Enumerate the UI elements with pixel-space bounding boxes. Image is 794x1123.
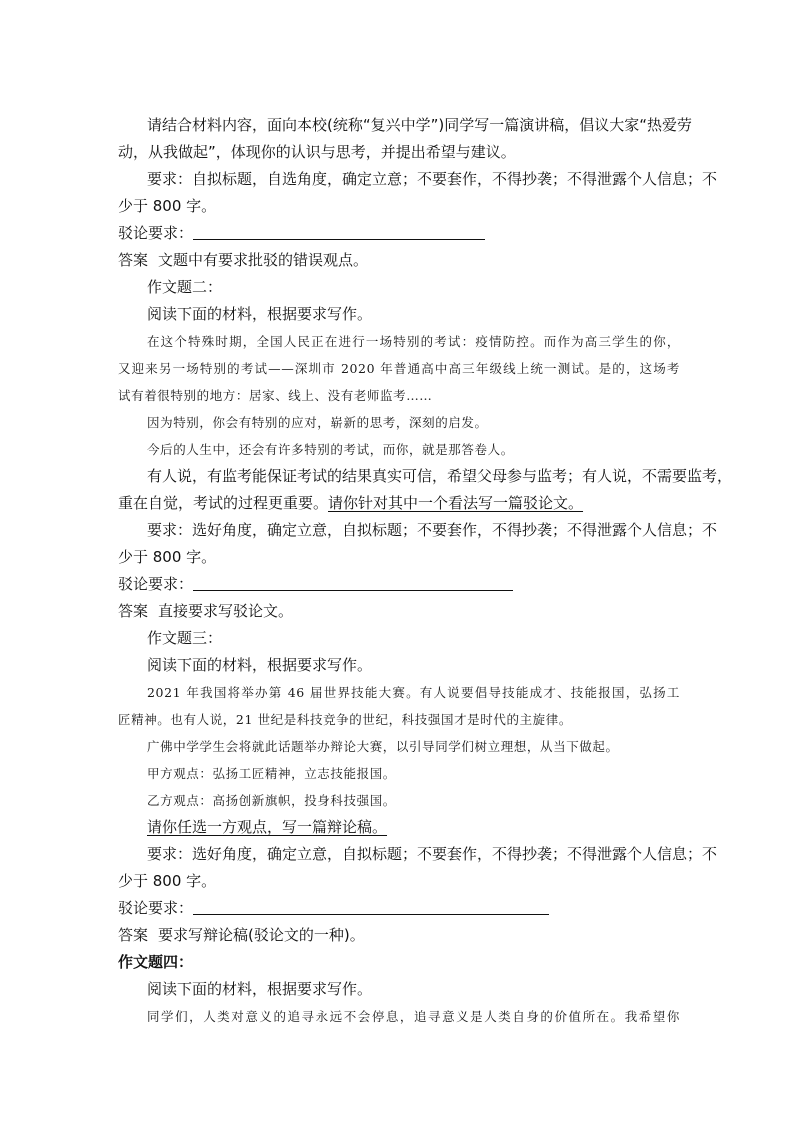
answer-blank[interactable] <box>193 898 549 915</box>
rebuttal-label: 驳论要求： <box>118 575 194 593</box>
requirements-line-continued: 少于 800 字。 <box>118 548 217 566</box>
answer-blank[interactable] <box>193 223 485 240</box>
underlined-task: 请你针对其中一个看法写一篇驳论文。 <box>328 494 584 512</box>
material-paragraph: 2021 年我国将举办第 46 届世界技能大赛。有人说要倡导技能成才、技能报国，弘扬工 <box>147 685 680 700</box>
material-paragraph: 在这个特殊时期，全国人民正在进行一场特别的考试：疫情防控。而作为高三学生的你， <box>147 334 680 349</box>
rebuttal-label: 驳论要求： <box>118 224 194 242</box>
rebuttal-requirement <box>118 571 680 598</box>
material-paragraph-continued: 试有着很特别的地方：居家、线上、没有老师监考…… <box>118 388 433 403</box>
answer-label: 答案 <box>118 926 149 944</box>
viewpoint-a: 甲方观点：弘扬工匠精神，立志技能报国。 <box>147 766 396 781</box>
rebuttal-requirement <box>118 895 680 922</box>
answer-line <box>118 598 680 625</box>
answer-line <box>118 247 680 274</box>
prompt-paragraph-continued: 动，从我做起”，体现你的认识与思考，并提出希望与建议。 <box>118 143 516 161</box>
answer-line <box>118 922 680 949</box>
document-page <box>118 112 733 1030</box>
section-title: 作文题三： <box>147 629 223 647</box>
material-paragraph-continued: 又迎来另一场特别的考试——深圳市 2020 年普通高中高三年级线上统一测试。是的，这场考 <box>118 361 680 376</box>
requirements-line-continued: 少于 800 字。 <box>118 872 217 890</box>
instruction: 阅读下面的材料，根据要求写作。 <box>147 656 373 674</box>
instruction: 阅读下面的材料，根据要求写作。 <box>147 980 373 998</box>
rebuttal-requirement <box>118 220 680 247</box>
answer-blank[interactable] <box>193 574 513 591</box>
viewpoint-b: 乙方观点：高扬创新旗帜，投身科技强国。 <box>147 793 396 808</box>
answer-label: 答案 <box>118 251 149 269</box>
prompt-paragraph: 请结合材料内容，面向本校(统称“复兴中学”)同学写一篇演讲稿，倡议大家“热爱劳 <box>147 116 693 134</box>
material-paragraph-continued: 匠精神。也有人说，21 世纪是科技竞争的世纪，科技强国才是时代的主旋律。 <box>118 712 572 727</box>
requirements-line: 要求：自拟标题，自选角度，确定立意；不要套作，不得抄袭；不得泄露个人信息；不 <box>147 170 718 188</box>
prompt-paragraph: 有人说，有监考能保证考试的结果真实可信，希望父母参与监考；有人说，不需要监考， <box>147 467 733 485</box>
requirements-line-continued: 少于 800 字。 <box>118 197 217 215</box>
answer-text: 文题中有要求批驳的错误观点。 <box>158 251 369 269</box>
section-title: 作文题二： <box>147 278 223 296</box>
requirements-line: 要求：选好角度，确定立意，自拟标题；不要套作，不得抄袭；不得泄露个人信息；不 <box>147 521 718 539</box>
underlined-task: 请你任选一方观点，写一篇辩论稿。 <box>147 818 388 836</box>
section-title: 作文题四： <box>118 953 194 971</box>
material-paragraph: 今后的人生中，还会有许多特别的考试，而你，就是那答卷人。 <box>147 442 514 457</box>
answer-label: 答案 <box>118 602 149 620</box>
answer-text: 直接要求写驳论文。 <box>158 602 294 620</box>
prompt-paragraph-continued: 重在自觉，考试的过程更重要。请你针对其中一个看法写一篇驳论文。 <box>118 494 584 512</box>
instruction: 阅读下面的材料，根据要求写作。 <box>147 305 373 323</box>
material-paragraph: 广佛中学学生会将就此话题举办辩论大赛，以引导同学们树立理想，从当下做起。 <box>147 739 619 754</box>
answer-text: 要求写辩论稿(驳论文的一种)。 <box>158 926 365 944</box>
requirements-line: 要求：选好角度，确定立意，自拟标题；不要套作，不得抄袭；不得泄露个人信息；不 <box>147 845 718 863</box>
material-paragraph: 同学们，人类对意义的追寻永远不会停息，追寻意义是人类自身的价值所在。我希望你 <box>147 1009 680 1024</box>
task-line <box>118 814 680 841</box>
material-paragraph: 因为特别，你会有特别的应对，崭新的思考，深刻的启发。 <box>147 415 488 430</box>
rebuttal-label: 驳论要求： <box>118 899 194 917</box>
